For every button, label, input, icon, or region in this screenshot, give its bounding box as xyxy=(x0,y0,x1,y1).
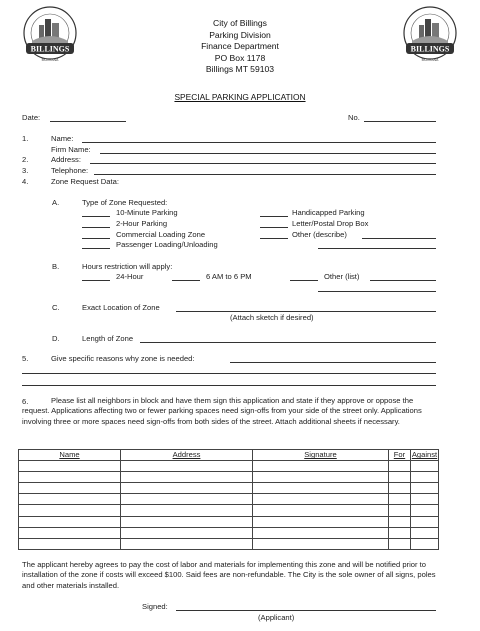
table-cell[interactable] xyxy=(411,516,439,527)
table-cell[interactable] xyxy=(253,527,389,538)
table-cell[interactable] xyxy=(253,483,389,494)
reasons-field[interactable] xyxy=(230,362,436,363)
table-cell[interactable] xyxy=(411,461,439,472)
table-cell[interactable] xyxy=(19,527,121,538)
table-cell[interactable] xyxy=(121,461,253,472)
table-cell[interactable] xyxy=(121,516,253,527)
item-number: 3. xyxy=(22,166,29,175)
table-cell[interactable] xyxy=(19,538,121,549)
firm-name-label: Firm Name: xyxy=(51,145,91,154)
svg-text:MONTANA: MONTANA xyxy=(421,58,439,62)
header-line-pobox: PO Box 1178 xyxy=(214,52,266,63)
table-cell[interactable] xyxy=(121,494,253,505)
svg-text:BILLINGS: BILLINGS xyxy=(30,44,70,54)
table-row xyxy=(19,494,439,505)
two-hour-parking-label: 2-Hour Parking xyxy=(116,219,168,228)
name-field[interactable] xyxy=(82,142,436,143)
item-number: 6. xyxy=(22,397,29,406)
reasons-field-2[interactable] xyxy=(22,373,436,374)
table-header-row xyxy=(19,450,439,461)
hours-6am-6pm-blank[interactable] xyxy=(172,280,200,281)
hours-other-label: Other (list) xyxy=(324,272,360,281)
table-cell[interactable] xyxy=(19,483,121,494)
item-number: 4. xyxy=(22,177,29,186)
telephone-label: Telephone: xyxy=(51,166,89,175)
column-header-address: Address xyxy=(121,450,253,461)
table-cell[interactable] xyxy=(253,538,389,549)
table-cell[interactable] xyxy=(253,472,389,483)
table-cell[interactable] xyxy=(19,472,121,483)
commercial-loading-label: Commercial Loading Zone xyxy=(116,230,206,239)
table-row xyxy=(19,538,439,549)
commercial-loading-blank[interactable] xyxy=(82,238,110,239)
hours-other-list-field-2[interactable] xyxy=(318,291,436,292)
table-cell[interactable] xyxy=(253,494,389,505)
name-label: Name: xyxy=(51,134,74,143)
neighbors-signoff-table xyxy=(18,449,439,550)
city-seal-logo-left xyxy=(20,5,80,65)
date-label: Date: xyxy=(22,113,41,122)
handicapped-parking-label: Handicapped Parking xyxy=(292,208,365,217)
application-number-field[interactable] xyxy=(364,121,436,122)
table-cell[interactable] xyxy=(121,483,253,494)
address-label: Address: xyxy=(51,155,81,164)
table-cell[interactable] xyxy=(411,538,439,549)
table-cell[interactable] xyxy=(19,461,121,472)
zone-type-heading: Type of Zone Requested: xyxy=(82,198,168,207)
table-cell[interactable] xyxy=(389,538,411,549)
form-title: SPECIAL PARKING APPLICATION xyxy=(174,92,306,102)
table-row xyxy=(19,527,439,538)
table-cell[interactable] xyxy=(253,461,389,472)
postal-drop-box-label: Letter/Postal Drop Box xyxy=(292,219,369,228)
table-row xyxy=(19,461,439,472)
table-cell[interactable] xyxy=(389,472,411,483)
postal-drop-box-blank[interactable] xyxy=(260,227,288,228)
other-zone-label: Other (describe) xyxy=(292,230,347,239)
table-cell[interactable] xyxy=(389,461,411,472)
hours-other-blank[interactable] xyxy=(290,280,318,281)
signed-label: Signed: xyxy=(142,602,168,611)
cost-agreement-text: The applicant hereby agrees to pay the cost of labor and materials for implementing this zone and will be notified prior to installation of the zone if costs will exceed $100. Said fees are non-refundable. The City is the sole owner of all signs, poles and other materials installed. xyxy=(22,560,436,590)
other-zone-blank[interactable] xyxy=(260,238,288,239)
table-cell[interactable] xyxy=(389,527,411,538)
table-cell[interactable] xyxy=(411,527,439,538)
column-header-signature: Signature xyxy=(253,450,389,461)
hours-6am-6pm-label: 6 AM to 6 PM xyxy=(206,272,252,281)
neighbors-instructions: Please list all neighbors in block and have them sign this application and state if they approve or oppose the request. Applications affecting two or fewer parking spaces need sign-offs from your side of the street only. Applications involving three or more spaces need sign-offs from both sides of the street. Attach additional sheets if necessary. xyxy=(22,396,422,426)
length-of-zone-field[interactable] xyxy=(140,342,436,343)
section-a-letter: A. xyxy=(52,198,60,207)
item-number: 1. xyxy=(22,134,29,143)
header-line-citystate: Billings MT 59103 xyxy=(205,64,275,75)
address-field[interactable] xyxy=(90,163,436,164)
table-cell[interactable] xyxy=(411,483,439,494)
no-label: No. xyxy=(348,113,360,122)
hours-24-label: 24-Hour xyxy=(116,272,144,281)
applicant-caption: (Applicant) xyxy=(258,613,295,622)
ten-minute-parking-label: 10-Minute Parking xyxy=(116,208,178,217)
table-row xyxy=(19,483,439,494)
table-cell[interactable] xyxy=(121,538,253,549)
attach-sketch-note: (Attach sketch if desired) xyxy=(230,313,314,322)
hours-other-list-field[interactable] xyxy=(370,280,436,281)
table-cell[interactable] xyxy=(411,472,439,483)
firm-name-field[interactable] xyxy=(100,153,436,154)
table-cell[interactable] xyxy=(389,483,411,494)
two-hour-parking-blank[interactable] xyxy=(82,227,110,228)
table-cell[interactable] xyxy=(253,505,389,516)
table-cell[interactable] xyxy=(121,472,253,483)
reasons-label: Give specific reasons why zone is needed: xyxy=(51,354,195,363)
table-row xyxy=(19,472,439,483)
table-cell[interactable] xyxy=(121,527,253,538)
table-cell[interactable] xyxy=(389,494,411,505)
header-line-department: Finance Department xyxy=(201,41,279,52)
table-cell[interactable] xyxy=(19,505,121,516)
table-row xyxy=(19,516,439,527)
passenger-loading-label: Passenger Loading/Unloading xyxy=(116,240,218,249)
table-cell[interactable] xyxy=(19,516,121,527)
applicant-signature-field[interactable] xyxy=(176,610,436,611)
item-number: 2. xyxy=(22,155,29,164)
column-header-against: Against xyxy=(411,450,438,460)
city-seal-logo-right xyxy=(400,5,460,65)
header-line-city: City of Billings xyxy=(213,18,267,28)
date-field[interactable] xyxy=(50,121,126,122)
hours-restriction-heading: Hours restriction will apply: xyxy=(82,262,173,271)
column-header-name: Name xyxy=(19,450,121,461)
hours-24-blank[interactable] xyxy=(82,280,110,281)
svg-text:MONTANA: MONTANA xyxy=(41,58,59,62)
reasons-field-3[interactable] xyxy=(22,385,436,386)
exact-location-field[interactable] xyxy=(176,311,436,312)
table-cell[interactable] xyxy=(19,494,121,505)
ten-minute-parking-blank[interactable] xyxy=(82,216,110,217)
handicapped-parking-blank[interactable] xyxy=(260,216,288,217)
telephone-field[interactable] xyxy=(94,174,436,175)
table-cell[interactable] xyxy=(411,494,439,505)
section-b-letter: B. xyxy=(52,262,60,271)
table-cell[interactable] xyxy=(253,516,389,527)
section-d-letter: D. xyxy=(52,334,60,343)
header-address-block xyxy=(140,18,340,76)
column-header-for: For xyxy=(389,450,411,461)
length-of-zone-label: Length of Zone xyxy=(82,334,134,343)
header-line-division: Parking Division xyxy=(209,29,271,40)
exact-location-label: Exact Location of Zone xyxy=(82,303,160,312)
table-cell[interactable] xyxy=(411,505,439,516)
table-cell[interactable] xyxy=(389,516,411,527)
item-number: 5. xyxy=(22,354,29,363)
zone-request-data-label: Zone Request Data: xyxy=(51,177,119,186)
section-c-letter: C. xyxy=(52,303,60,312)
table-row xyxy=(19,505,439,516)
passenger-loading-blank[interactable] xyxy=(82,248,110,249)
table-cell[interactable] xyxy=(121,505,253,516)
other-zone-description-field[interactable] xyxy=(362,238,436,239)
other-zone-description-field-2[interactable] xyxy=(318,248,436,249)
table-cell[interactable] xyxy=(389,505,411,516)
svg-text:BILLINGS: BILLINGS xyxy=(410,44,450,54)
